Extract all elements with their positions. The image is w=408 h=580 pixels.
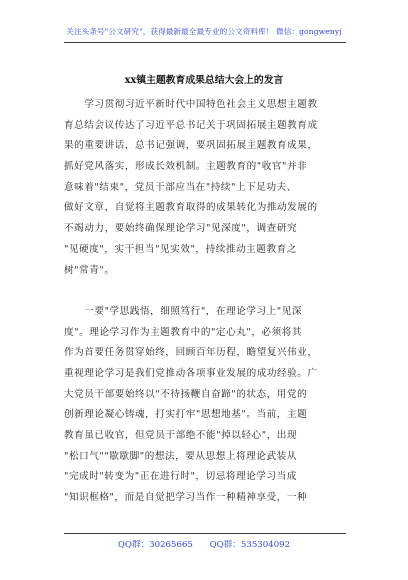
text-line: 树"常青"。 [64, 264, 115, 276]
text-line: "完成时"转变为"正在进行时"，切忌将理论学习当成 [64, 471, 297, 483]
text-line: 抓好党风落实，形成长效机制。主题教育的"收官"并非 [64, 161, 308, 173]
paragraph-2 [64, 302, 348, 509]
paragraph-gap [64, 281, 348, 302]
document-title: xx镇主题教育成果总结大会上的发言 [124, 75, 284, 86]
text-line: 重视理论学习是我们党推动各项事业发展的成功经验。广 [64, 367, 318, 379]
text-line: 教育虽已收官，但党员干部绝不能"掉以轻心"，出现 [64, 430, 298, 441]
text-line: "见硬度"，实干担当"见实效"，持续推动主题教育之 [64, 243, 297, 255]
header-banner: 关注头条号"公文研究"，获得最新最全最专业的公文资料库！ 微信：gongwenyj [66, 27, 342, 36]
header-divider [64, 42, 346, 43]
paragraph-1 [64, 95, 348, 281]
footer-qq-group-2: QQ群：535304092 [209, 540, 291, 550]
text-line: 作为首要任务贯穿始终，回顾百年历程，瞻望复兴伟业， [64, 347, 318, 359]
text-line: "松口气""歇歇脚"的想法，要从思想上将理论武装从 [64, 450, 297, 462]
text-line: 果的重要讲话，总书记强调，要巩固拓展主题教育成果， [64, 140, 318, 152]
text-line: "知识框格"，而是自觉把学习当作一种精神享受，一种 [64, 492, 308, 504]
footer [0, 538, 408, 550]
text-line: 一要"学思践悟，细照笃行"，在理论学习上"见深 [64, 305, 303, 317]
text-line: 度"。理论学习作为主题教育中的"定心丸"，必须将其 [64, 326, 303, 338]
text-line: 学习贯彻习近平新时代中国特色社会主义思想主题教 [64, 99, 318, 110]
text-line: 意味着"结束"，党员干部应当在"持续"上下足功夫、 [64, 181, 297, 193]
footer-divider [64, 533, 346, 534]
text-line: 不竭动力，要始终确保理论学习"见深度"，调查研究 [64, 223, 298, 235]
text-line: 育总结会议传达了习近平总书记关于巩固拓展主题教育成 [64, 119, 318, 131]
document-body [64, 95, 348, 509]
footer-qq-group-1: QQ群：30265665 [117, 540, 193, 550]
text-line: 创新理论凝心铸魂，打实打牢"思想地基"。当前，主题 [64, 409, 308, 421]
text-line: 做好文章，自觉将主题教育取得的成果转化为推动发展的 [64, 202, 318, 214]
text-line: 大党员干部要始终以"不待扬鞭自奋蹄"的状态，用党的 [64, 388, 308, 400]
